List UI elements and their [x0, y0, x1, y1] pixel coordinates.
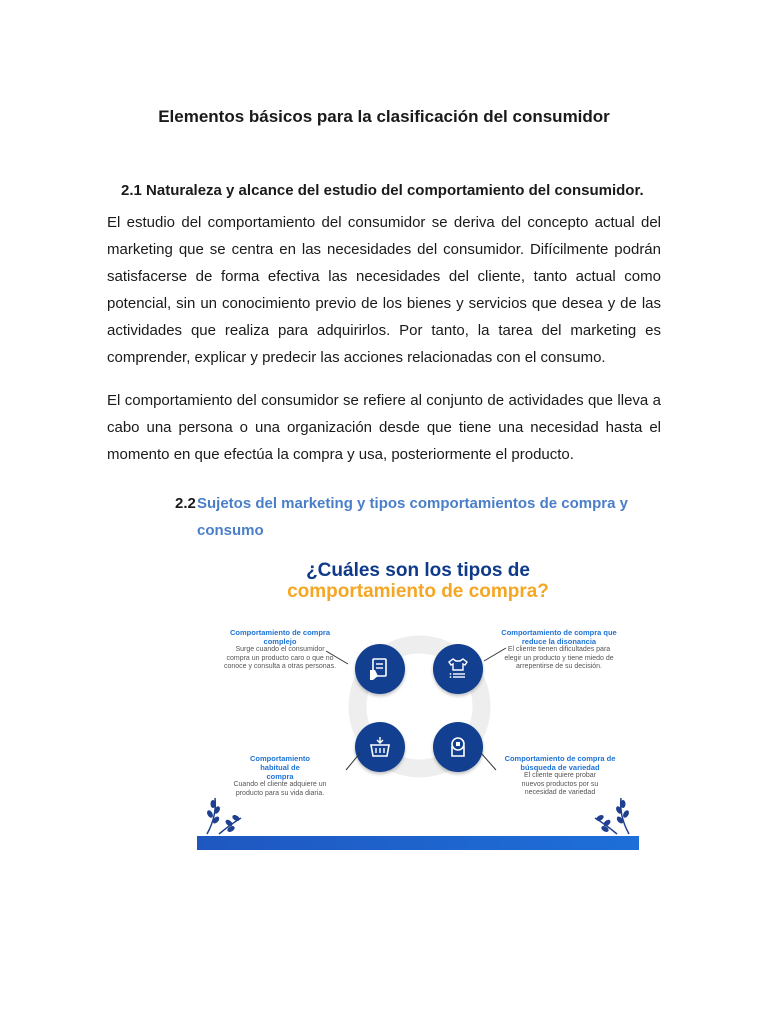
item-title: Comportamiento habitual de compra	[250, 754, 310, 781]
item-description: Cuando el cliente adquiere un producto para su vida diaria.	[233, 781, 327, 797]
section-2-2-number: 2.2	[175, 495, 196, 512]
infographic-title-line1: ¿Cuáles son los tipos de	[306, 560, 530, 581]
leaves-right-decoration	[591, 796, 635, 836]
item-title: Comportamiento de compra complejo	[229, 628, 330, 646]
item-variety-seeking	[501, 754, 619, 798]
paragraph-1: El estudio del comportamiento del consumidor se deriva del concepto actual del marketing que se centra en las necesidades del consumidor. Difícilmente podrán satisfacerse de forma efectiva las necesidades del cliente, tanto actual como potencial, sin un conocimiento previo de los bienes y servicios que desea y de las actividades que realiza para adquirirlos. Por tanto, la tarea del marketing es comprender, explicar y predecir las acciones relacionadas con el consumo.	[107, 214, 661, 366]
item-habitual-purchase	[219, 754, 341, 798]
item-title: Comportamiento de compra que reduce la disonancia	[501, 628, 617, 646]
purchase-behavior-infographic	[197, 546, 639, 850]
item-dissonance-reducing	[501, 628, 617, 672]
shirt-compare-icon	[433, 644, 483, 694]
infographic-title-line2: comportamiento de compra?	[287, 581, 549, 602]
product-box-icon	[433, 722, 483, 772]
document-title: Elementos básicos para la clasificación del consumidor	[158, 107, 610, 126]
section-2-2-heading	[175, 490, 645, 544]
item-description: El cliente quiere probar nuevos productos por su necesidad de variedad	[521, 772, 599, 796]
leaves-left-decoration	[201, 796, 245, 836]
arrow-bottom-left	[344, 750, 362, 772]
item-description: Surge cuando el consumidor compra un producto caro o que no conoce y consulta a otras personas.	[223, 646, 337, 670]
section-2-1-heading: 2.1 Naturaleza y alcance del estudio del comportamiento del consumidor.	[121, 182, 644, 199]
infographic-footer-bar	[197, 836, 639, 850]
paragraph-2: El comportamiento del consumidor se refiere al conjunto de actividades que lleva a cabo una persona o una organización desde que tiene una necesidad hasta el momento en que efectúa la compra y usa, posteriormente el producto.	[107, 392, 661, 463]
shopping-basket-icon	[355, 722, 405, 772]
arrow-bottom-right	[479, 750, 499, 772]
item-description: El cliente tienen dificultades para elegir un producto y tiene miedo de arrepentirse de su decisión.	[504, 646, 614, 670]
item-title: Comportamiento de compra de búsqueda de variedad	[504, 754, 616, 772]
item-complex-purchase	[223, 628, 337, 672]
section-2-2-title: Sujetos del marketing y tipos comportamientos de compra y consumo	[197, 495, 628, 539]
document-hand-icon	[355, 644, 405, 694]
